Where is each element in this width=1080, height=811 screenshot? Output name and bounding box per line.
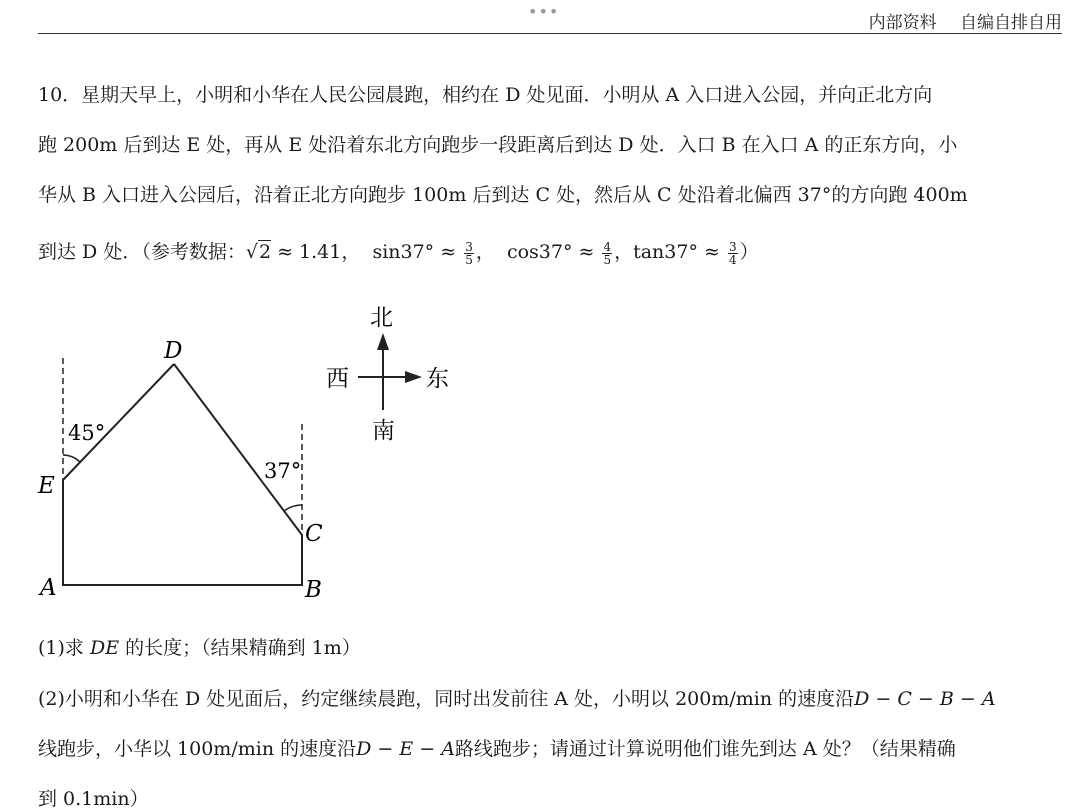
problem-line-1: 10．星期天早上，小明和小华在人民公园晨跑，相约在 D 处见面．小明从 A 入口进入公园，并向正北方向 [38,84,933,106]
compass-south: 南 [372,418,395,444]
more-options-icon[interactable]: ••• [528,2,560,21]
problem-line-2: 跑 200m 后到达 E 处，再从 E 处沿着东北方向跑步一段距离后到达 D 处．入口 B 在入口 A 的正东方向，小 [38,134,958,156]
reference-data-prefix: 到达 D 处．（参考数据： [38,241,246,263]
sin-denominator: 5 [465,252,473,267]
sin-separator: ， [475,241,495,263]
question-2-text-3: 路线跑步；请通过计算说明他们谁先到达 A 处？（结果精确 [454,738,956,760]
cos-numerator: 4 [603,239,612,254]
question-1 [38,636,1064,660]
north-arrow-icon [377,333,389,350]
route-d-e-a: D − E − A [356,738,455,760]
sqrt2-value: ≈ 1.41， [271,241,361,263]
angle-label-e: 45° [68,421,106,445]
question-2-text-2: 线跑步，小华以 100m/min 的速度沿 [38,738,357,760]
angle-arc-e [63,455,80,462]
label-d: D [164,338,183,364]
sin-numerator: 3 [465,239,473,254]
angle-label-c: 37° [264,459,302,483]
compass-north: 北 [370,305,393,331]
header-internal-label: 内部资料 [868,13,937,33]
question-2-line-3: 到 0.1min） [38,788,149,810]
label-b: B [305,577,322,603]
header-self-edit-label: 自编自排自用 [960,13,1062,33]
compass-west: 西 [326,366,349,392]
reference-close: ） [739,241,759,263]
sqrt-symbol: √ [245,241,258,263]
tan-label: ，tan37° ≈ [614,241,726,263]
question-1-variable: DE [89,637,120,659]
cos-label: cos37° ≈ [506,241,601,263]
compass-east: 东 [426,366,449,392]
problem-line-3: 华从 B 入口进入公园后，沿着正北方向跑步 100m 后到达 C 处，然后从 C 处沿着北偏西 37°的方向跑 400m [38,184,968,206]
question-1-prefix: (1)求 [38,637,90,659]
question-2-line-1 [38,687,1064,711]
tan-denominator: 4 [728,252,737,267]
route-d-c-b-a: D − C − B − A [854,688,996,710]
angle-arc-c [284,505,302,511]
compass-rose [326,305,449,444]
path-e-a-b-c [63,480,302,585]
question-2-text-1: (2)小明和小华在 D 处见面后，约定继续晨跑，同时出发前往 A 处，小明以 200m/min 的速度沿 [38,688,855,710]
tan-numerator: 3 [728,239,737,254]
label-a: A [40,575,57,601]
label-e: E [38,473,55,499]
cos-denominator: 5 [603,252,612,267]
sin-label: sin37° ≈ [372,241,463,263]
sqrt-radicand: 2 [258,241,272,263]
segment-dc [174,364,302,535]
east-arrow-icon [405,371,422,383]
label-c: C [305,521,323,547]
question-2-line-2 [38,737,1064,761]
question-1-suffix: 的长度；（结果精确到 1m） [119,637,361,659]
